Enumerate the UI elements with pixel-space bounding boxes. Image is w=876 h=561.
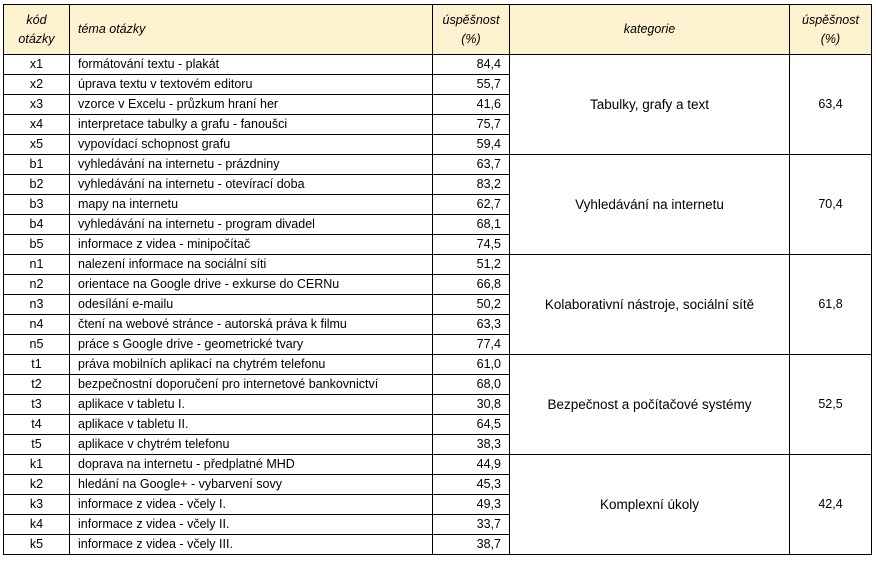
question-code: x5: [4, 135, 70, 155]
question-topic: informace z videa - včely III.: [70, 535, 433, 555]
question-success: 66,8: [433, 275, 510, 295]
category-name: Komplexní úkoly: [510, 455, 790, 555]
question-code: t1: [4, 355, 70, 375]
question-topic: informace z videa - včely II.: [70, 515, 433, 535]
question-code: x1: [4, 55, 70, 75]
question-success: 68,1: [433, 215, 510, 235]
category-success: 70,4: [790, 155, 872, 255]
question-code: n2: [4, 275, 70, 295]
question-topic: orientace na Google drive - exkurse do CERNu: [70, 275, 433, 295]
question-success: 75,7: [433, 115, 510, 135]
question-code: t4: [4, 415, 70, 435]
question-code: k3: [4, 495, 70, 515]
question-code: k1: [4, 455, 70, 475]
question-topic: čtení na webové stránce - autorská práva k filmu: [70, 315, 433, 335]
header-topic: téma otázky: [70, 5, 433, 55]
question-topic: úprava textu v textovém editoru: [70, 75, 433, 95]
question-topic: vyhledávání na internetu - otevírací doba: [70, 175, 433, 195]
question-success: 61,0: [433, 355, 510, 375]
table-row: [4, 355, 872, 375]
question-code: n5: [4, 335, 70, 355]
question-code: x2: [4, 75, 70, 95]
question-topic: informace z videa - včely I.: [70, 495, 433, 515]
question-success: 63,3: [433, 315, 510, 335]
question-success: 77,4: [433, 335, 510, 355]
question-code: b5: [4, 235, 70, 255]
question-topic: bezpečnostní doporučení pro internetové bankovnictví: [70, 375, 433, 395]
question-topic: aplikace v chytrém telefonu: [70, 435, 433, 455]
category-success: 63,4: [790, 55, 872, 155]
question-topic: práva mobilních aplikací na chytrém telefonu: [70, 355, 433, 375]
question-topic: mapy na internetu: [70, 195, 433, 215]
table-row: [4, 55, 872, 75]
question-code: t5: [4, 435, 70, 455]
question-code: t3: [4, 395, 70, 415]
question-code: x4: [4, 115, 70, 135]
question-topic: odesílání e-mailu: [70, 295, 433, 315]
question-topic: interpretace tabulky a grafu - fanoušci: [70, 115, 433, 135]
question-code: n3: [4, 295, 70, 315]
question-success: 62,7: [433, 195, 510, 215]
table-row: [4, 155, 872, 175]
category-name: Vyhledávání na internetu: [510, 155, 790, 255]
question-topic: vzorce v Excelu - průzkum hraní her: [70, 95, 433, 115]
question-success: 44,9: [433, 455, 510, 475]
question-topic: aplikace v tabletu II.: [70, 415, 433, 435]
question-topic: doprava na internetu - předplatné MHD: [70, 455, 433, 475]
question-topic: hledání na Google+ - vybarvení sovy: [70, 475, 433, 495]
category-success: 61,8: [790, 255, 872, 355]
question-success: 45,3: [433, 475, 510, 495]
question-success: 59,4: [433, 135, 510, 155]
question-success: 38,3: [433, 435, 510, 455]
question-topic: práce s Google drive - geometrické tvary: [70, 335, 433, 355]
question-success: 50,2: [433, 295, 510, 315]
question-success: 63,7: [433, 155, 510, 175]
category-name: Kolaborativní nástroje, sociální sítě: [510, 255, 790, 355]
header-category: kategorie: [510, 5, 790, 55]
question-code: n1: [4, 255, 70, 275]
header-success: úspěšnost (%): [433, 5, 510, 55]
header-category-success: úspěšnost (%): [790, 5, 872, 55]
question-topic: formátování textu - plakát: [70, 55, 433, 75]
header-row: [4, 5, 872, 55]
question-topic: vyhledávání na internetu - program divadel: [70, 215, 433, 235]
category-name: Tabulky, grafy a text: [510, 55, 790, 155]
question-topic: vyhledávání na internetu - prázdniny: [70, 155, 433, 175]
results-table: [3, 4, 872, 555]
category-success: 52,5: [790, 355, 872, 455]
category-success: 42,4: [790, 455, 872, 555]
question-topic: vypovídací schopnost grafu: [70, 135, 433, 155]
question-success: 30,8: [433, 395, 510, 415]
question-topic: informace z videa - minipočítač: [70, 235, 433, 255]
question-code: k4: [4, 515, 70, 535]
question-code: t2: [4, 375, 70, 395]
question-code: b4: [4, 215, 70, 235]
header-code: kód otázky: [4, 5, 70, 55]
question-success: 51,2: [433, 255, 510, 275]
question-topic: nalezení informace na sociální síti: [70, 255, 433, 275]
question-code: k2: [4, 475, 70, 495]
question-code: x3: [4, 95, 70, 115]
table-body: [4, 55, 872, 555]
question-success: 41,6: [433, 95, 510, 115]
category-name: Bezpečnost a počítačové systémy: [510, 355, 790, 455]
question-success: 55,7: [433, 75, 510, 95]
table-row: [4, 255, 872, 275]
question-success: 84,4: [433, 55, 510, 75]
table-row: [4, 455, 872, 475]
question-code: b1: [4, 155, 70, 175]
question-success: 49,3: [433, 495, 510, 515]
question-success: 64,5: [433, 415, 510, 435]
question-success: 83,2: [433, 175, 510, 195]
question-success: 74,5: [433, 235, 510, 255]
question-code: b2: [4, 175, 70, 195]
question-code: b3: [4, 195, 70, 215]
question-code: n4: [4, 315, 70, 335]
question-code: k5: [4, 535, 70, 555]
question-topic: aplikace v tabletu I.: [70, 395, 433, 415]
question-success: 38,7: [433, 535, 510, 555]
question-success: 68,0: [433, 375, 510, 395]
question-success: 33,7: [433, 515, 510, 535]
